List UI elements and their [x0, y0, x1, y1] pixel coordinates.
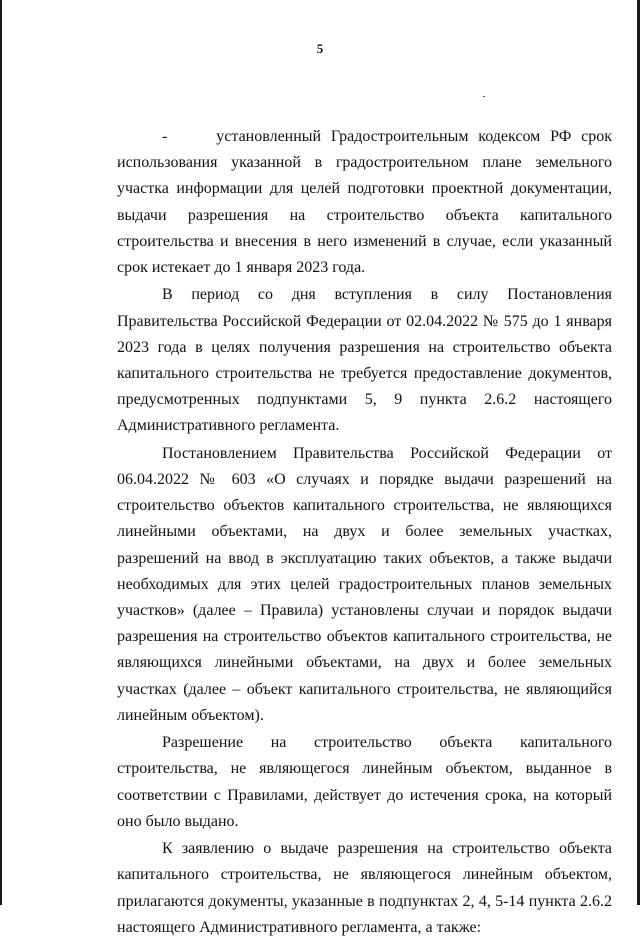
paragraph-resolution-603: Постановлением Правительства Российской Федерации от 06.04.2022 № 603 «О случаях и порядке выдачи разрешений на строительство объектов капитального строительства, не являющихся линейными объектами, на двух и более земельных участках, разрешений на ввод в эксплуатацию таких объектов, а также выдачи необходимых для этих целей градостроительных планов земельных участков» (далее – Правила) установлены случаи и порядок выдачи разрешения на строительство объектов капитального строительства, не являющихся линейными объектами, на двух и более земельных участках (далее – объект капитального строительства, не являющийся линейным объектом).: [117, 444, 612, 724]
scan-border-left: [0, 0, 2, 905]
paragraph-resolution-575: В период со дня вступления в силу Постановления Правительства Российской Федерации от 02.04.2022 № 575 до 1 января 2023 года в целях получения разрешения на строительство объекта капитального строительства не требуется предоставление документов, предусмотренных подпунктами 5, 9 пункта 2.6.2 настоящего Административного регламента.: [117, 286, 612, 435]
paragraph-bullet-term: - установленный Градостроительным кодексом РФ срок использования указанной в градостроительном плане земельного участка информации для целей подготовки проектной документации, выдачи разрешения на строительство объекта капитального строительства и внесения в него изменений в случае, если указанный срок истекает до 1 января 2023 года.: [117, 128, 612, 277]
scan-speck: [483, 96, 485, 97]
paragraph-permit-validity: Разрешение на строительство объекта капитального строительства, не являющегося линейным объектом, выданное в соответствии с Правилами, действует до истечения срока, на который оно было выдано.: [117, 734, 612, 830]
paragraph-attached-documents: К заявлению о выдаче разрешения на строительство объекта капитального строительства, не являющегося линейным объектом, прилагаются документы, указанные в подпунктах 2, 4, 5-14 пункта 2.6.2 настоящего Административного регламента, а также:: [117, 840, 612, 936]
document-body: [117, 124, 612, 942]
page-number: 5: [316, 41, 324, 56]
